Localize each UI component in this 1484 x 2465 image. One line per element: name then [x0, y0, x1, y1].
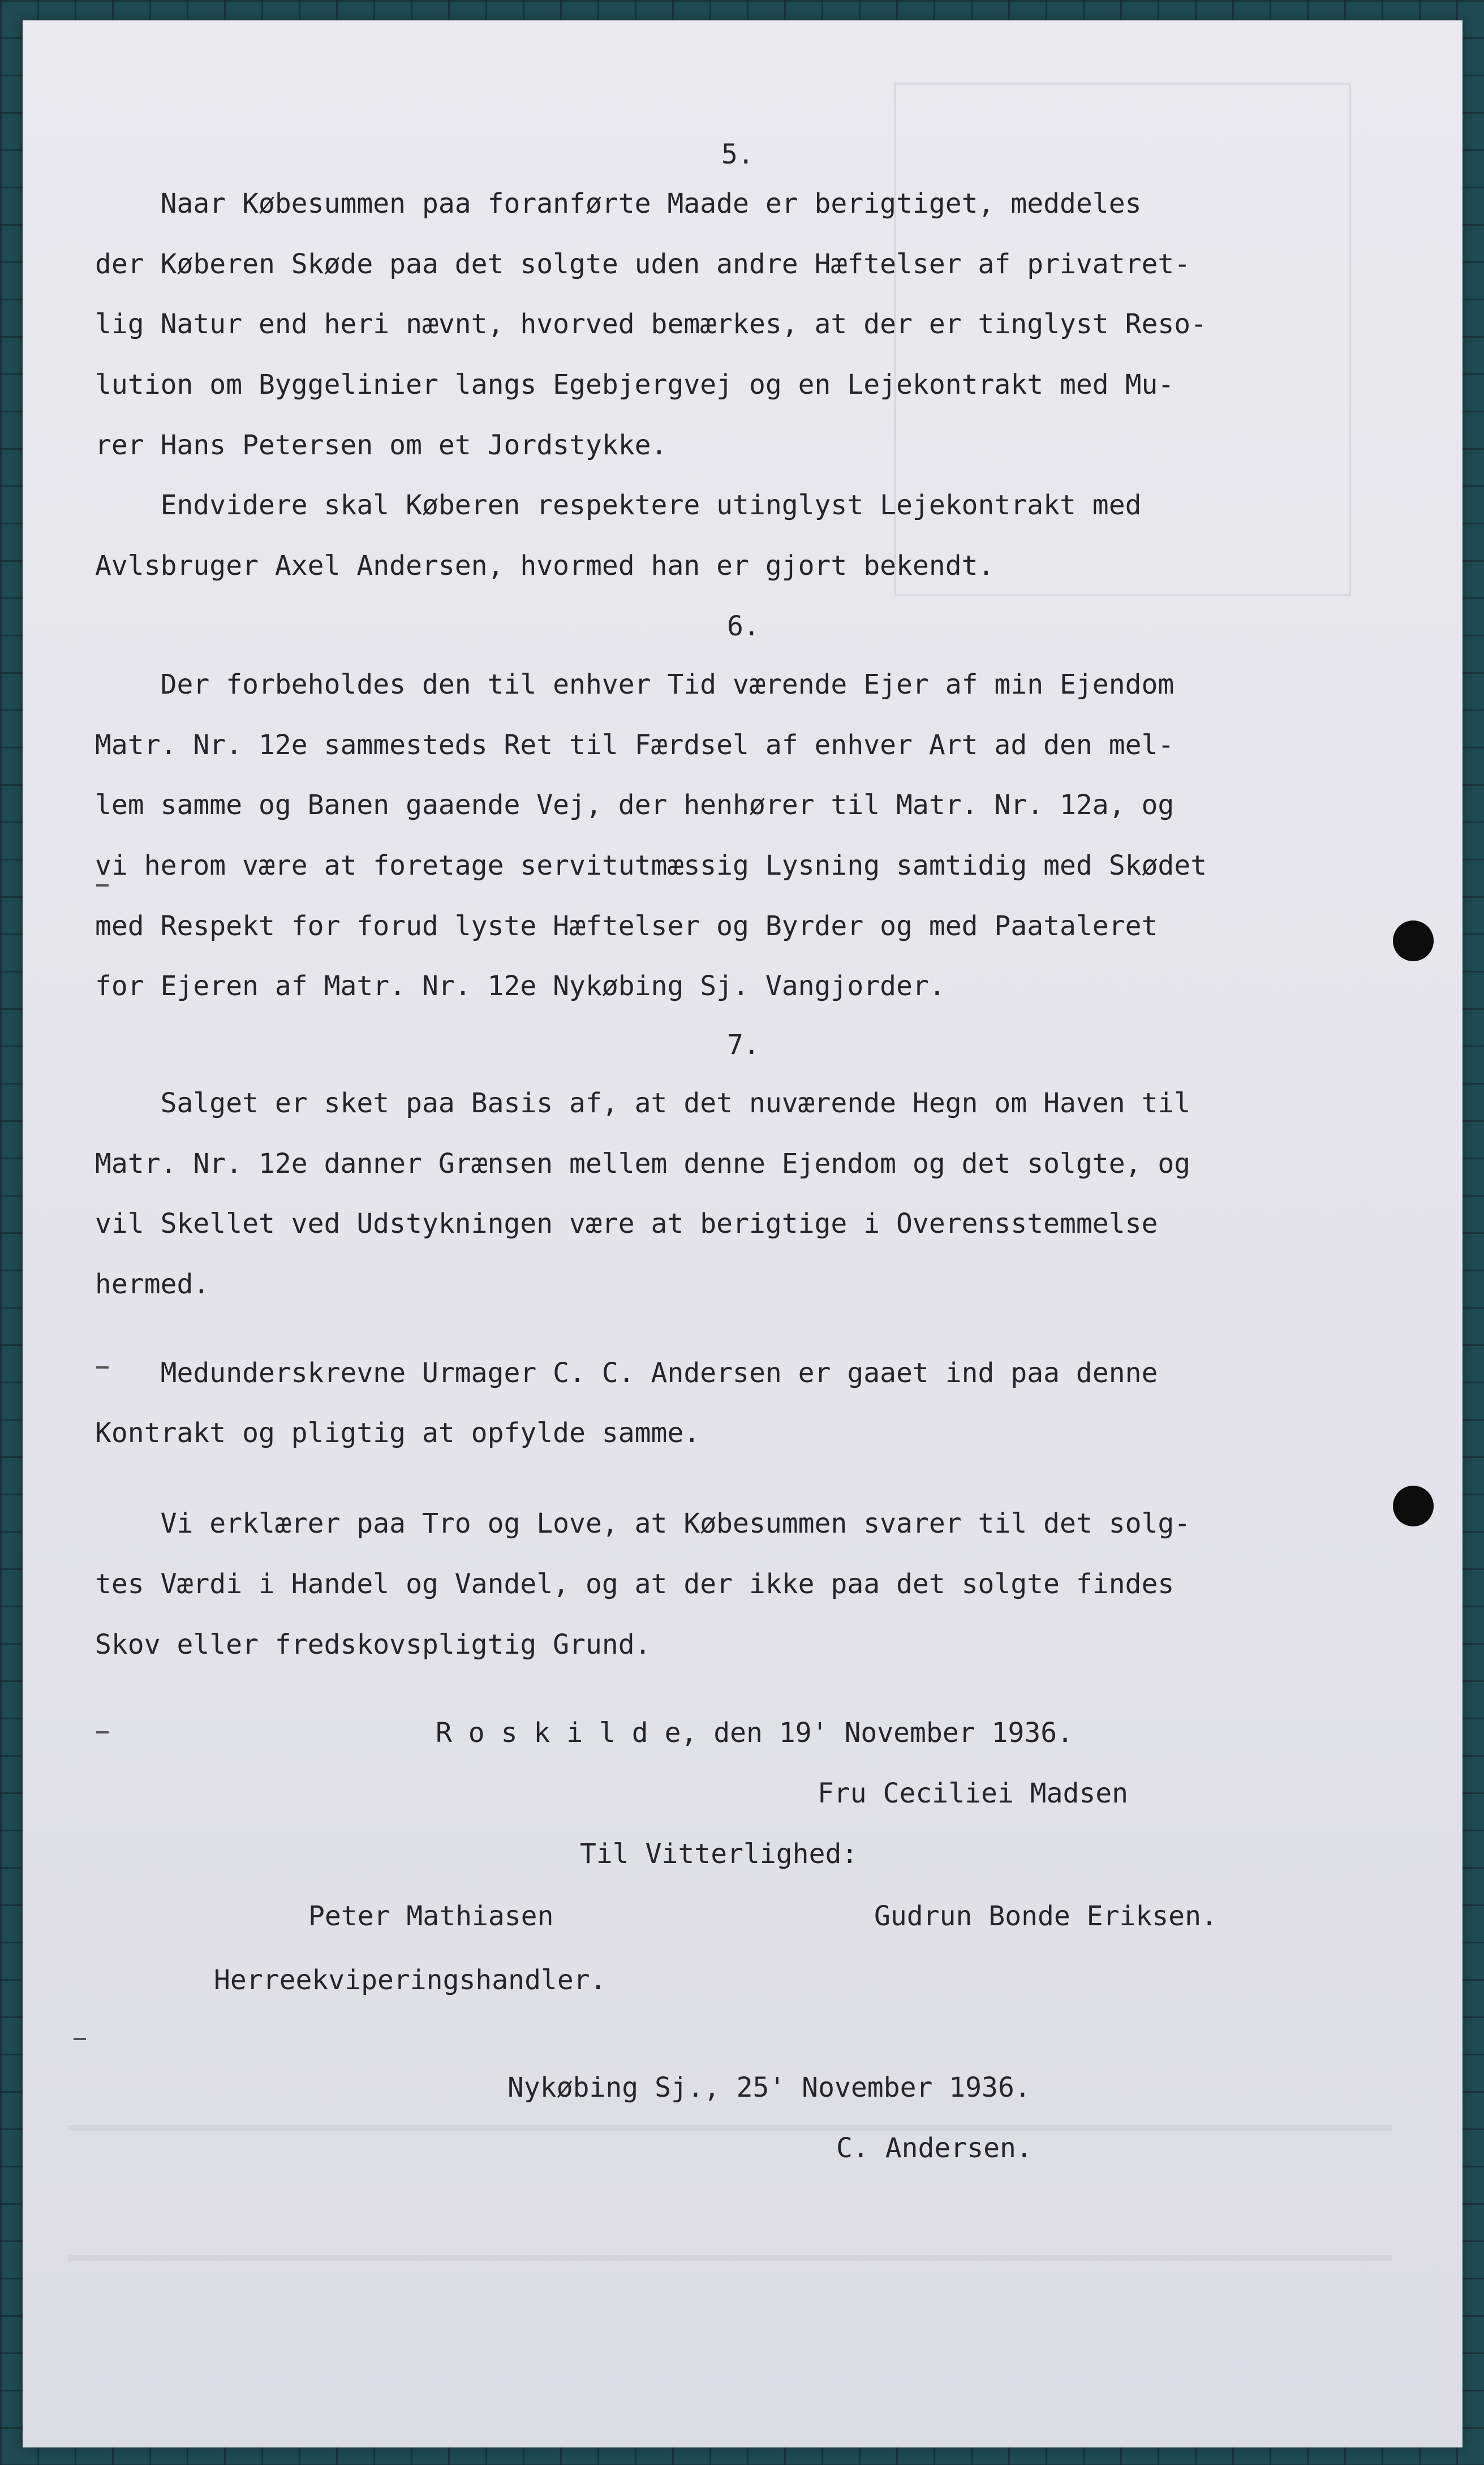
text-line: vil Skellet ved Udstykningen være at berigtige i Overensstemmelse: [95, 1208, 1158, 1240]
margin-mark: [96, 884, 109, 887]
text-line: der Køberen Skøde paa det solgte uden andre Hæftelser af privatret-: [95, 248, 1191, 280]
margin-mark: [74, 2038, 86, 2040]
text-line: lution om Byggelinier langs Egebjergvej og en Lejekontrakt med Mu-: [95, 369, 1175, 401]
text-line: med Respekt for forud lyste Hæftelser og Byrder og med Paataleret: [95, 910, 1158, 942]
text-line: hermed.: [95, 1268, 210, 1300]
margin-mark: [96, 1731, 109, 1733]
text-line: Kontrakt og pligtig at opfylde samme.: [95, 1417, 700, 1449]
text-line: lig Natur end heri nævnt, hvorved bemærkes, at der er tinglyst Reso-: [95, 308, 1207, 340]
witness-right-name: Gudrun Bonde Eriksen.: [874, 1900, 1218, 1932]
witness-left-title: Herreekviperingshandler.: [214, 1964, 606, 1996]
punch-hole-bottom: [1393, 1486, 1434, 1526]
bleed-through-letterhead: [68, 2125, 1392, 2261]
text-line: lem samme og Banen gaaende Vej, der henhører til Matr. Nr. 12a, og: [95, 789, 1175, 821]
text-line: Medunderskrevne Urmager C. C. Andersen er gaaet ind paa denne: [95, 1357, 1158, 1389]
text-line: Endvidere skal Køberen respektere utinglyst Lejekontrakt med: [95, 489, 1142, 521]
text-line: vi herom være at foretage servitutmæssig Lysning samtidig med Skødet: [95, 850, 1207, 881]
text-line: Salget er sket paa Basis af, at det nuværende Hegn om Haven til: [95, 1087, 1191, 1119]
text-line: Avlsbruger Axel Andersen, hvormed han er gjort bekendt.: [95, 550, 995, 582]
buyer-signature: C. Andersen.: [836, 2132, 1033, 2164]
section-number: 6.: [727, 610, 760, 642]
text-line: Matr. Nr. 12e danner Grænsen mellem denne Ejendom og det solgte, og: [95, 1148, 1191, 1180]
text-line: rer Hans Petersen om et Jordstykke.: [95, 429, 668, 461]
text-line: tes Værdi i Handel og Vandel, og at der ikke paa det solgte findes: [95, 1568, 1175, 1600]
section-number: 5.: [721, 139, 754, 170]
section-number: 7.: [727, 1029, 760, 1061]
place-date-roskilde: R o s k i l d e, den 19' November 1936.: [436, 1717, 1074, 1749]
text-line: Der forbeholdes den til enhver Tid værende Ejer af min Ejendom: [95, 669, 1175, 700]
place-date-nykobing: Nykøbing Sj., 25' November 1936.: [507, 2072, 1031, 2103]
text-line: for Ejeren af Matr. Nr. 12e Nykøbing Sj. Vangjorder.: [95, 970, 945, 1002]
text-line: Skov eller fredskovspligtig Grund.: [95, 1629, 651, 1660]
text-line: Naar Købesummen paa foranførte Maade er berigtiget, meddeles: [95, 188, 1142, 220]
text-line: Vi erklærer paa Tro og Love, at Købesummen svarer til det solg-: [95, 1508, 1191, 1539]
text-line: Matr. Nr. 12e sammesteds Ret til Færdsel af enhver Art ad den mel-: [95, 729, 1175, 761]
witness-heading: Til Vitterlighed:: [580, 1838, 858, 1870]
seller-signature: Fru Ceciliei Madsen: [818, 1778, 1129, 1809]
witness-left-name: Peter Mathiasen: [308, 1900, 554, 1932]
punch-hole-top: [1393, 920, 1434, 961]
